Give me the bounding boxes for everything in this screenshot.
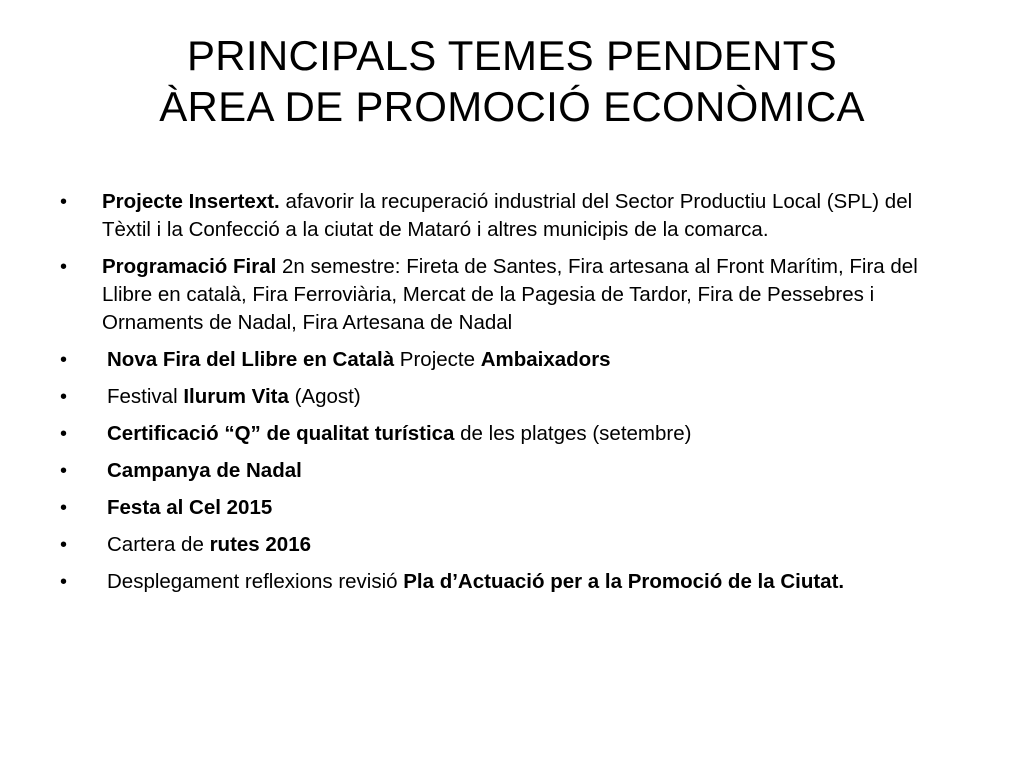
bullet-bold-text: Nova Fira del Llibre en Català (107, 348, 395, 371)
bullet-item-insertext (60, 188, 960, 244)
bullet-dot-icon: • (60, 497, 68, 519)
bullet-bold-text: Campanya de Nadal (107, 459, 302, 482)
slide-title (40, 30, 984, 132)
bullet-text: Desplegament reflexions revisió (107, 570, 404, 593)
bullet-text: Festival (107, 385, 184, 408)
bullet-dot-icon: • (60, 423, 68, 445)
bullet-dot-icon: • (60, 571, 68, 593)
bullet-bold-text: Programació Firal (102, 255, 277, 278)
bullet-item-campanya-nadal (60, 457, 960, 485)
bullet-text: Projecte (394, 348, 481, 371)
bullet-item-programacio-firal (60, 253, 960, 337)
bullet-bold-text: Pla d’Actuació per a la Promoció de la Ciutat. (403, 570, 845, 593)
bullet-text: 2n semestre: Fireta de Santes, Fira artesana al Front Marítim, Fira del Llibre en català, Fira Ferroviària, Mercat de la Pagesia de Tardor, Fira de Pessebres i Ornaments de Nadal, Fira Artesana de Nadal (102, 255, 918, 334)
slide-title-line-1: PRINCIPALS TEMES PENDENTS (186, 32, 838, 79)
bullet-bold-text: Certificació “Q” de qualitat turística (107, 422, 455, 445)
bullet-dot-icon: • (60, 256, 68, 278)
bullet-bold-text: Ilurum Vita (183, 385, 289, 408)
bullet-dot-icon: • (60, 191, 68, 213)
bullet-dot-icon: • (60, 349, 68, 371)
bullet-item-desplegament (60, 568, 960, 596)
slide-title-line-2: ÀREA DE PROMOCIÓ ECONÒMICA (159, 83, 865, 130)
bullet-item-festival (60, 383, 960, 411)
bullet-item-certificacio (60, 420, 960, 448)
bullet-bold-text: Festa al Cel 2015 (107, 496, 273, 519)
bullet-text: Cartera de (107, 533, 210, 556)
bullet-bold-text: rutes 2016 (209, 533, 311, 556)
bullet-text: de les platges (setembre) (454, 422, 692, 445)
bullet-list (60, 188, 960, 605)
bullet-dot-icon: • (60, 534, 68, 556)
bullet-item-festa-cel (60, 494, 960, 522)
bullet-bold-text: Ambaixadors (480, 348, 611, 371)
bullet-text: (Agost) (288, 385, 361, 408)
bullet-dot-icon: • (60, 460, 68, 482)
bullet-item-fira-llibre (60, 346, 960, 374)
bullet-item-cartera-rutes (60, 531, 960, 559)
bullet-dot-icon: • (60, 386, 68, 408)
bullet-bold-text: Projecte Insertext. (102, 190, 280, 213)
bullet-text: afavorir la recuperació industrial del Sector Productiu Local (SPL) del Tèxtil i la Confecció a la ciutat de Mataró i altres municipis de la comarca. (102, 190, 913, 241)
